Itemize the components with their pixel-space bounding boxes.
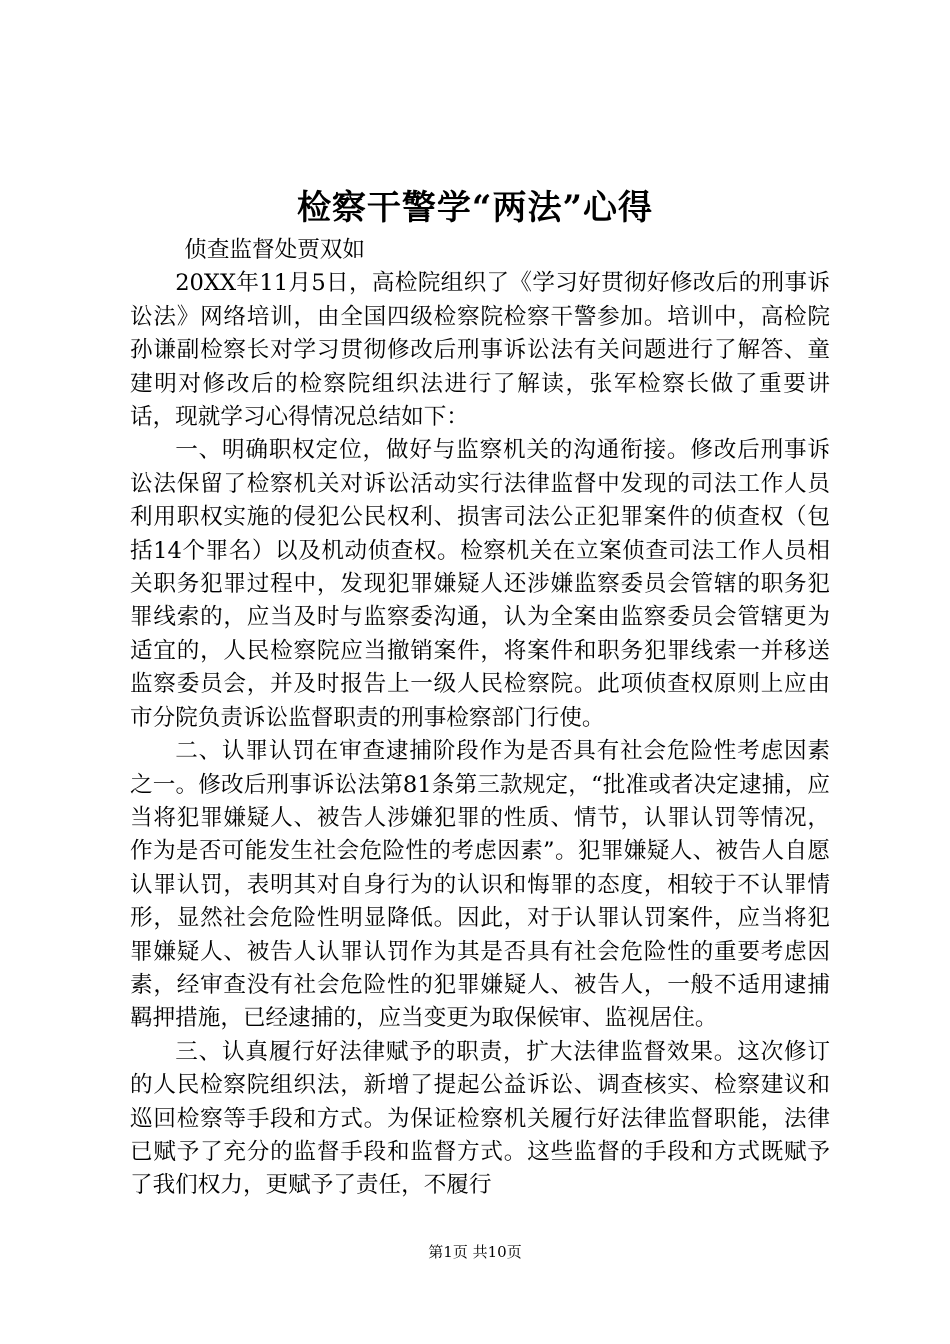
author-line: 侦查监督处贾双如 (184, 237, 365, 263)
paragraph-section-three: 三、认真履行好法律赋予的职责，扩大法律监督效果。这次修订的人民检察院组织法，新增了提起公益诉讼、调查核实、检察建议和巡回检察等手段和方式。为保证检察机关履行好法律监督职能，法律已赋予了充分的监督手段和监督方式。这些监督的手段和方式既赋予了我们权力，更赋予了责任，不履行 (130, 1038, 830, 1199)
page-title: 检察干警学“两法”心得 (296, 188, 654, 228)
paragraph-section-two: 二、认罪认罚在审查逮捕阶段作为是否具有社会危险性考虑因素之一。修改后刑事诉讼法第81条第三款规定，“批准或者决定逮捕，应当将犯罪嫌疑人、被告人涉嫌犯罪的性质、情节，认罪认罚等情况，作为是否可能发生社会危险性的考虑因素”。犯罪嫌疑人、被告人自愿认罪认罚，表明其对自身行为的认识和悔罪的态度，相较于不认罪情形，显然社会危险性明显降低。因此，对于认罪认罚案件，应当将犯罪嫌疑人、被告人认罪认罚作为其是否具有社会危险性的重要考虑因素，经审查没有社会危险性的犯罪嫌疑人、被告人，一般不适用逮捕羁押措施，已经逮捕的，应当变更为取保候审、监视居住。 (130, 738, 830, 1032)
page-number-footer: 第1页 共10页 (428, 1243, 522, 1261)
paragraph-intro: 20XX年11月5日，高检院组织了《学习好贯彻好修改后的刑事诉讼法》网络培训，由全国四级检察院检察干警参加。培训中，高检院孙谦副检察长对学习贯彻修改后刑事诉讼法有关问题进行了解答、童建明对修改后的检察院组织法进行了解读，张军检察长做了重要讲话，现就学习心得情况总结如下： (130, 270, 830, 431)
document-body (130, 234, 830, 1203)
paragraph-section-one: 一、明确职权定位，做好与监察机关的沟通衔接。修改后刑事诉讼法保留了检察机关对诉讼活动实行法律监督中发现的司法工作人员利用职权实施的侵犯公民权利、损害司法公正犯罪案件的侦查权（包括14个罪名）以及机动侦查权。检察机关在立案侦查司法工作人员相关职务犯罪过程中，发现犯罪嫌疑人还涉嫌监察委员会管辖的职务犯罪线索的，应当及时与监察委沟通，认为全案由监察委员会管辖更为适宜的，人民检察院应当撤销案件，将案件和职务犯罪线索一并移送监察委员会，并及时报告上一级人民检察院。此项侦查权原则上应由市分院负责诉讼监督职责的刑事检察部门行使。 (130, 437, 830, 731)
